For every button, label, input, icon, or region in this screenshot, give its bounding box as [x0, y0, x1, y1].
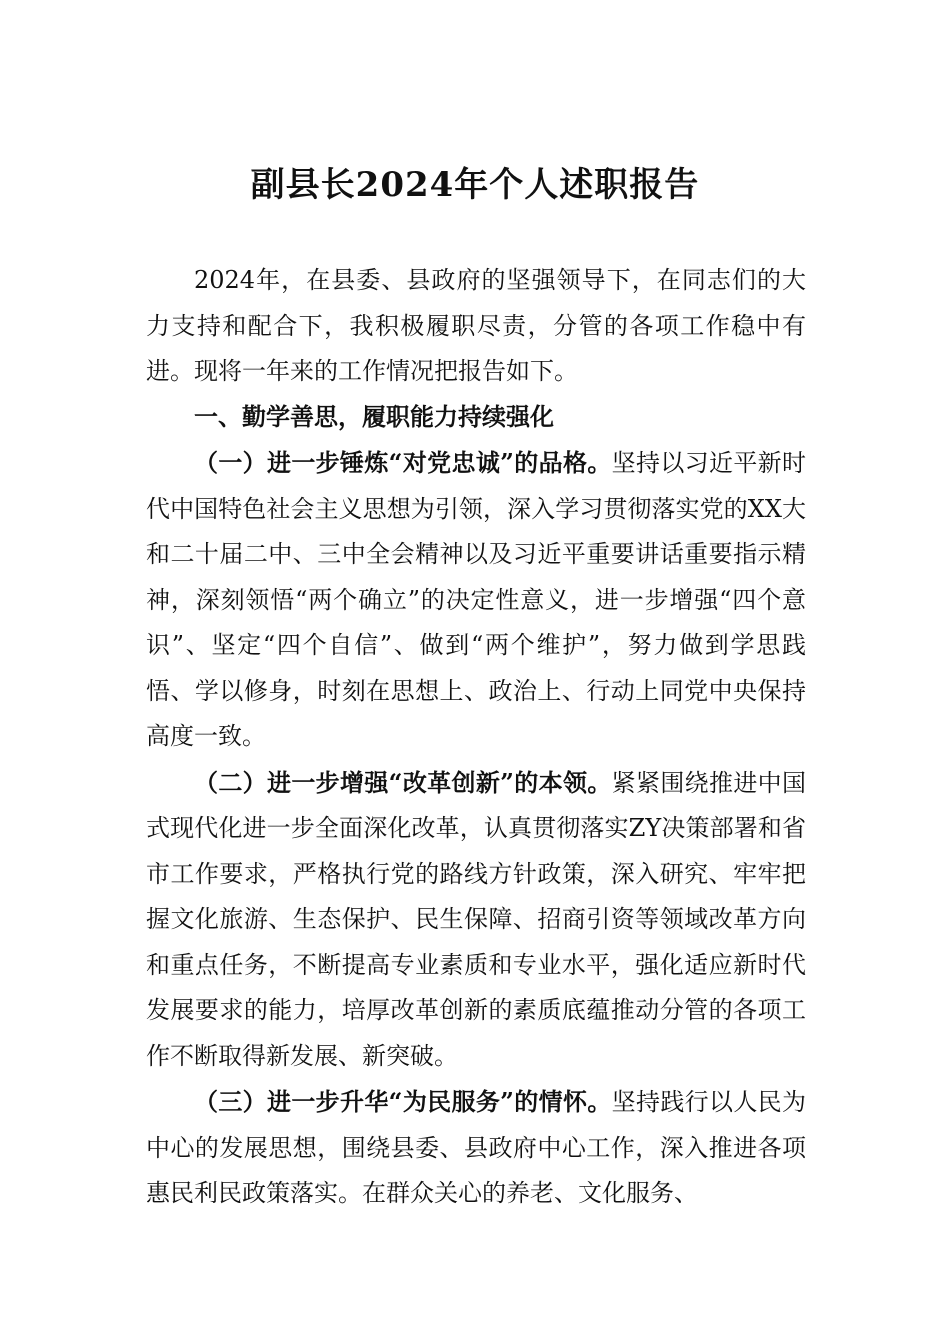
subsection-text-1: 坚持以习近平新时代中国特色社会主义思想为引领，深入学习贯彻落实党的XX大和二十届二中、三中全会精神以及习近平重要讲话重要指示精神，深刻领悟“两个确立”的决定性意义，进一步增强“四个意识”、坚定“四个自信”、做到“两个维护”，努力做到学思践悟、学以修身，时刻在思想上、政治上、行动上同党中央保持高度一致。 [146, 449, 807, 750]
subsection-text-3: 坚持践行以人民为中心的发展思想，围绕县委、县政府中心工作，深入推进各项惠民利民政策落实。在群众关心的养老、文化服务、 [146, 1088, 807, 1207]
document-body [146, 258, 806, 1217]
subsection-heading-1: （一）进一步锤炼“对党忠诚”的品格。 [194, 448, 612, 477]
section-heading: 一、勤学善思，履职能力持续强化 [194, 402, 554, 431]
intro-paragraph: 2024年，在县委、县政府的坚强领导下，在同志们的大力支持和配合下，我积极履职尽责，分管的各项工作稳中有进。现将一年来的工作情况把报告如下。 [146, 266, 806, 385]
subsection-paragraph-1 [146, 440, 806, 760]
subsection-heading-3: （三）进一步升华“为民服务”的情怀。 [194, 1087, 612, 1116]
document-title: 副县长2024年个人述职报告 [250, 165, 700, 205]
subsection-text-2: 紧紧围绕推进中国式现代化进一步全面深化改革，认真贯彻落实ZY决策部署和省市工作要求，严格执行党的路线方针政策，深入研究、牢牢把握文化旅游、生态保护、民生保障、招商引资等领域改革方向和重点任务，不断提高专业素质和专业水平，强化适应新时代发展要求的能力，培厚改革创新的素质底蕴推动分管的各项工作不断取得新发展、新突破。 [146, 768, 807, 1070]
subsection-paragraph-2 [146, 760, 806, 1080]
subsection-heading-2: （二）进一步增强“改革创新”的本领。 [194, 767, 612, 797]
subsection-paragraph-3 [146, 1079, 806, 1217]
